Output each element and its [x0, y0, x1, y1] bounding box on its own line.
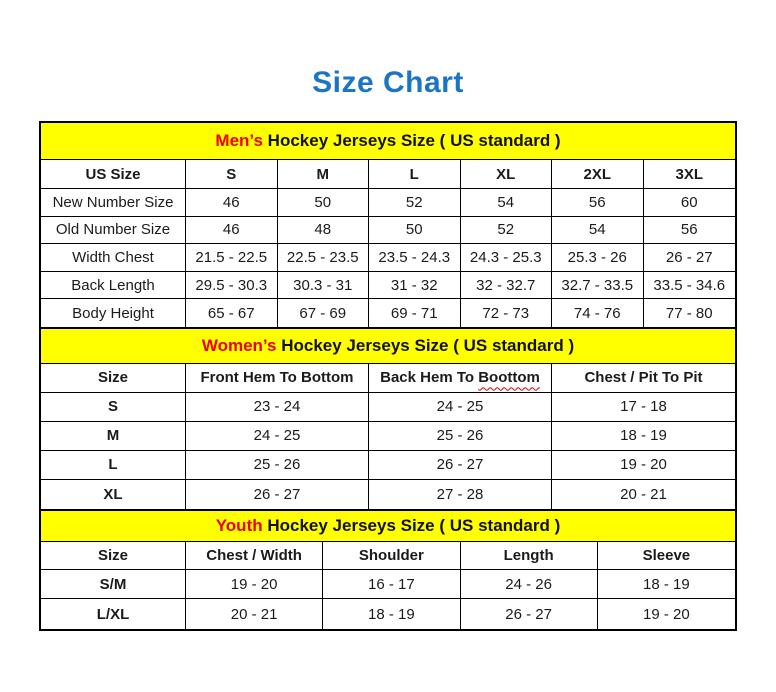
- band-title-rest: Hockey Jerseys Size ( US standard ): [262, 515, 561, 535]
- row-label: New Number Size: [41, 189, 186, 217]
- row-label: XL: [41, 480, 186, 509]
- column-header: Size: [41, 364, 186, 393]
- value-cell: 60: [644, 189, 736, 217]
- value-cell: 25 - 26: [369, 422, 552, 451]
- value-cell: 19 - 20: [186, 570, 323, 600]
- value-cell: 31 - 32: [369, 272, 461, 300]
- column-header: Shoulder: [323, 542, 460, 570]
- row-label: Back Length: [41, 272, 186, 300]
- value-cell: 25 - 26: [186, 451, 369, 480]
- value-cell: 18 - 19: [552, 422, 735, 451]
- value-cell: 32 - 32.7: [461, 272, 553, 300]
- column-header-text: Back Hem To: [380, 369, 479, 387]
- value-cell: 56: [644, 217, 736, 245]
- value-cell: 50: [278, 189, 370, 217]
- row-label: Old Number Size: [41, 217, 186, 245]
- value-cell: 23.5 - 24.3: [369, 244, 461, 272]
- column-header: [369, 364, 552, 393]
- section-header-womens: [41, 327, 735, 364]
- value-cell: 52: [369, 189, 461, 217]
- band-accent: Men’s: [215, 131, 263, 150]
- column-header: US Size: [41, 160, 186, 189]
- value-cell: 16 - 17: [323, 570, 460, 600]
- value-cell: 26 - 27: [186, 480, 369, 509]
- section-header-youth: [41, 509, 735, 542]
- value-cell: 52: [461, 217, 553, 245]
- value-cell: 19 - 20: [552, 451, 735, 480]
- column-header: Sleeve: [598, 542, 735, 570]
- page-title: Size Chart: [312, 66, 464, 99]
- misspelled-word: Boottom: [478, 369, 540, 387]
- column-header: S: [186, 160, 278, 189]
- value-cell: 46: [186, 189, 278, 217]
- column-header: 3XL: [644, 160, 736, 189]
- column-header: M: [278, 160, 370, 189]
- value-cell: 77 - 80: [644, 299, 736, 327]
- value-cell: 48: [278, 217, 370, 245]
- row-label: L: [41, 451, 186, 480]
- section-youth: [41, 509, 735, 629]
- value-cell: 54: [461, 189, 553, 217]
- value-cell: 26 - 27: [644, 244, 736, 272]
- column-header: L: [369, 160, 461, 189]
- value-cell: 26 - 27: [461, 599, 598, 629]
- value-cell: 20 - 21: [552, 480, 735, 509]
- value-cell: 30.3 - 31: [278, 272, 370, 300]
- row-label: Body Height: [41, 299, 186, 327]
- value-cell: 17 - 18: [552, 393, 735, 422]
- section-header-mens: [41, 123, 735, 160]
- column-header: Length: [461, 542, 598, 570]
- band-title-rest: Hockey Jerseys Size ( US standard ): [262, 131, 561, 150]
- row-label: S/M: [41, 570, 186, 600]
- value-cell: 18 - 19: [598, 570, 735, 600]
- value-cell: 24 - 25: [186, 422, 369, 451]
- value-cell: 74 - 76: [552, 299, 644, 327]
- column-header: 2XL: [552, 160, 644, 189]
- row-label: Width Chest: [41, 244, 186, 272]
- value-cell: 18 - 19: [323, 599, 460, 629]
- row-label: S: [41, 393, 186, 422]
- value-cell: 65 - 67: [186, 299, 278, 327]
- value-cell: 54: [552, 217, 644, 245]
- band-title-rest: Hockey Jerseys Size ( US standard ): [276, 335, 575, 355]
- womens-grid: [41, 364, 735, 509]
- section-womens: [41, 327, 735, 509]
- value-cell: 33.5 - 34.6: [644, 272, 736, 300]
- value-cell: 29.5 - 30.3: [186, 272, 278, 300]
- value-cell: 24 - 26: [461, 570, 598, 600]
- column-header: Chest / Pit To Pit: [552, 364, 735, 393]
- value-cell: 56: [552, 189, 644, 217]
- band-accent: Youth: [215, 515, 263, 535]
- value-cell: 69 - 71: [369, 299, 461, 327]
- section-mens: [41, 123, 735, 327]
- value-cell: 24.3 - 25.3: [461, 244, 553, 272]
- value-cell: 27 - 28: [369, 480, 552, 509]
- value-cell: 72 - 73: [461, 299, 553, 327]
- value-cell: 23 - 24: [186, 393, 369, 422]
- value-cell: 50: [369, 217, 461, 245]
- value-cell: 32.7 - 33.5: [552, 272, 644, 300]
- value-cell: 22.5 - 23.5: [278, 244, 370, 272]
- column-header: Chest / Width: [186, 542, 323, 570]
- value-cell: 21.5 - 22.5: [186, 244, 278, 272]
- column-header: Front Hem To Bottom: [186, 364, 369, 393]
- column-header: XL: [461, 160, 553, 189]
- value-cell: 19 - 20: [598, 599, 735, 629]
- value-cell: 26 - 27: [369, 451, 552, 480]
- mens-grid: [41, 160, 735, 327]
- value-cell: 67 - 69: [278, 299, 370, 327]
- value-cell: 46: [186, 217, 278, 245]
- column-header: Size: [41, 542, 186, 570]
- value-cell: 20 - 21: [186, 599, 323, 629]
- youth-grid: [41, 542, 735, 629]
- row-label: L/XL: [41, 599, 186, 629]
- value-cell: 25.3 - 26: [552, 244, 644, 272]
- size-chart-table: [39, 121, 737, 631]
- row-label: M: [41, 422, 186, 451]
- value-cell: 24 - 25: [369, 393, 552, 422]
- band-accent: Women’s: [201, 335, 277, 355]
